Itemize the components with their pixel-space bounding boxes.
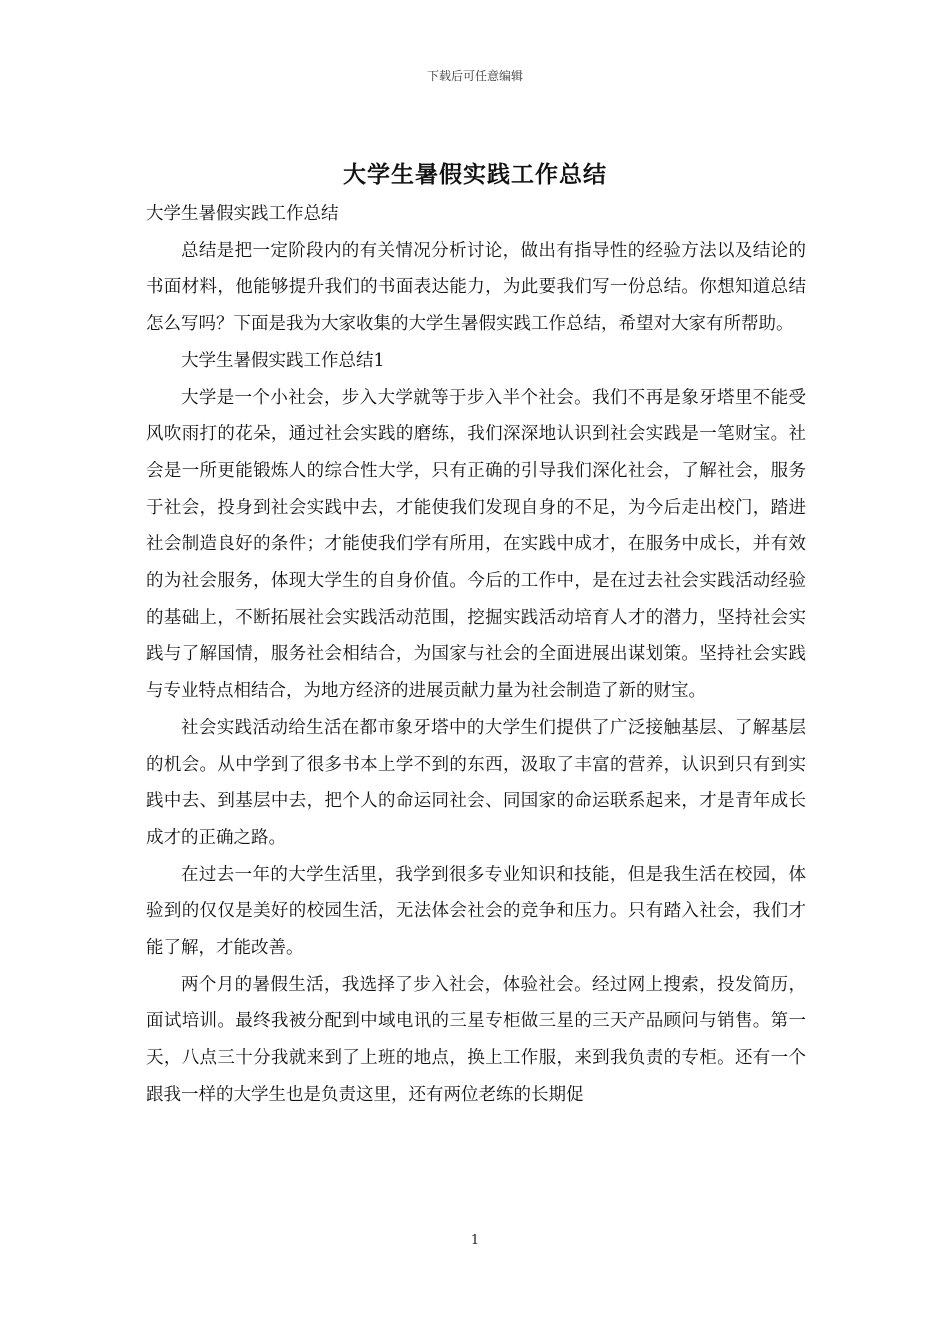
- body-paragraph-3: 在过去一年的大学生活里，我学到很多专业知识和技能，但是我生活在校园，体验到的仅仅是美好的校园生活，无法体会社会的竞争和压力。只有踏入社会，我们才能了解，才能改善。: [146, 864, 806, 959]
- body-paragraph-1: 大学是一个小社会，步入大学就等于步入半个社会。我们不再是象牙塔里不能受风吹雨打的花朵，通过社会实践的磨练，我们深深地认识到社会实践是一笔财宝。社会是一所更能锻炼人的综合性大学，只有正确的引导我们深化社会，了解社会，服务于社会，投身到社会实践中去，才能使我们发现自身的不足，为今后走出校门，踏进社会制造良好的条件；才能使我们学有所用，在实践中成才，在服务中成长，并有效的为社会服务，体现大学生的自身价值。今后的工作中，是在过去社会实践活动经验的基础上，不断拓展社会实践活动范围，挖掘实践活动培育人才的潜力，坚持社会实践与了解国情，服务社会相结合，为国家与社会的全面进展出谋划策。坚持社会实践与专业特点相结合，为地方经济的进展贡献力量为社会制造了新的财宝。: [146, 387, 806, 702]
- section-heading: 大学生暑假实践工作总结1: [181, 350, 385, 371]
- page-number: 1: [470, 1233, 480, 1248]
- header-note: 下载后可任意编辑: [426, 69, 523, 83]
- document-subtitle: 大学生暑假实践工作总结: [146, 204, 339, 224]
- body-paragraph-2: 社会实践活动给生活在都市象牙塔中的大学生们提供了广泛接触基层、了解基层的机会。从中学到了很多书本上学不到的东西，汲取了丰富的营养，认识到只有到实践中去、到基层中去，把个人的命运同社会、同国家的命运联系起来，才是青年成长成才的正确之路。: [146, 717, 806, 848]
- body-paragraph-4: 两个月的暑假生活，我选择了步入社会，体验社会。经过网上搜索，投发简历，面试培训。最终我被分配到中域电讯的三星专柜做三星的三天产品顾问与销售。第一天，八点三十分我就来到了上班的地点，换上工作服，来到我负责的专柜。还有一个跟我一样的大学生也是负责这里，还有两位老练的长期促: [146, 974, 806, 1105]
- document-title: 大学生暑假实践工作总结: [343, 161, 607, 188]
- intro-paragraph: 总结是把一定阶段内的有关情况分析讨论，做出有指导性的经验方法以及结论的书面材料，他能够提升我们的书面表达能力，为此要我们写一份总结。你想知道总结怎么写吗？下面是我为大家收集的大学生暑假实践工作总结，希望对大家有所帮助。: [146, 240, 806, 335]
- document-body: [146, 196, 806, 1114]
